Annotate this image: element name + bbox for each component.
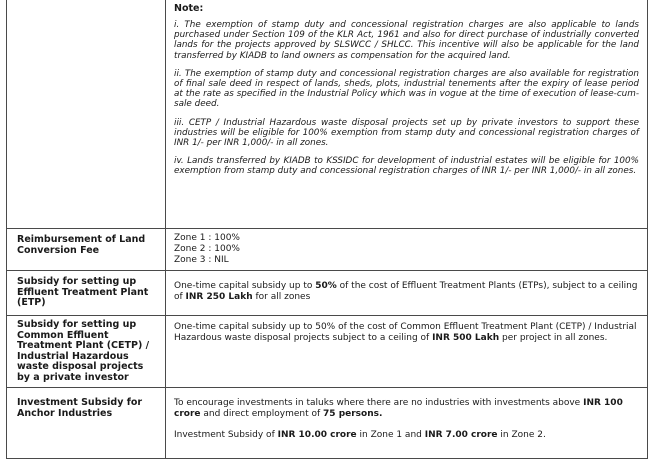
- etp-description: One-time capital subsidy up to 50% of the cost of Effluent Treatment Plants (ETPs), subject to a ceiling of INR 250 Lakh for all zones: [174, 281, 638, 302]
- anchor-description-2: Investment Subsidy of INR 10.00 crore in Zone 1 and INR 7.00 crore in Zone 2.: [174, 430, 546, 440]
- row-value-cell: [166, 229, 648, 271]
- row-value-cell: [166, 271, 648, 316]
- cetp-description: One-time capital subsidy up to 50% of the cost of Common Effluent Treatment Plant (CETP) / Industrial Hazardous waste disposal projects subject to a ceiling of INR 500 Lakh per project in all zones.: [174, 322, 637, 343]
- note-paragraph-1: i. The exemption of stamp duty and concessional registration charges are also applicable to lands purchased under Section 109 of the KLR Act, 1961 and also for direct purchase of industrially converted lands for the projects approved by SLSWCC / SHLCC. This incentive will also be applicable for the land transferred by KIADB to land owners as compensation for the acquired land.: [174, 20, 639, 61]
- row-label-cell: [7, 316, 166, 388]
- empty-label-cell: [7, 0, 166, 229]
- row-label-cell: [7, 229, 166, 271]
- table-row-anchor: [7, 388, 648, 459]
- row-label-etp: Subsidy for setting up Effluent Treatment Plant (ETP): [17, 276, 149, 308]
- row-value-cell: [166, 316, 648, 388]
- incentives-table: [6, 0, 648, 459]
- row-value-cell: [166, 388, 648, 459]
- table-row-land-conversion: [7, 229, 648, 271]
- note-paragraph-4: iv. Lands transferred by KIADB to KSSIDC for development of industrial estates will be eligible for 100% exemption from stamp duty and concessional registration charges of INR 1/- per INR 1,000/- in all zones.: [174, 156, 639, 177]
- row-label-cetp: Subsidy for setting up Common Effluent Treatment Plant (CETP) / Industrial Hazardous waste disposal projects by a private investor: [17, 319, 150, 383]
- zone-3-value: Zone 3 : NIL: [174, 255, 229, 265]
- note-paragraph-3: iii. CETP / Industrial Hazardous waste disposal projects set up by private investors to support these industries will be eligible for 100% exemption from stamp duty and concessional registration charges of INR 1/- per INR 1,000/- in all zones.: [174, 117, 639, 149]
- note-cell: [166, 0, 648, 229]
- row-label-anchor: Investment Subsidy for Anchor Industries: [17, 397, 143, 419]
- table-row-cetp: [7, 316, 648, 388]
- note-paragraph-2: ii. The exemption of stamp duty and concessional registration charges are also available for registration of final sale deed in respect of lands, sheds, plots, industrial tenements after the expiry of lease period at the rate as specified in the Industrial Policy which was in vogue at the time of execution of lease-cum-sale deed.: [174, 68, 639, 110]
- row-label-cell: [7, 388, 166, 459]
- row-label-cell: [7, 271, 166, 316]
- anchor-description-1: To encourage investments in taluks where there are no industries with investments above INR 100 crore and direct employment of 75 persons.: [174, 398, 623, 419]
- zone-2-value: Zone 2 : 100%: [174, 244, 240, 254]
- zone-1-value: Zone 1 : 100%: [174, 233, 240, 243]
- table-row-etp: [7, 271, 648, 316]
- note-title: Note:: [174, 3, 204, 14]
- row-label-land-conversion: Reimbursement of Land Conversion Fee: [17, 234, 146, 256]
- table-row-note: [7, 0, 648, 229]
